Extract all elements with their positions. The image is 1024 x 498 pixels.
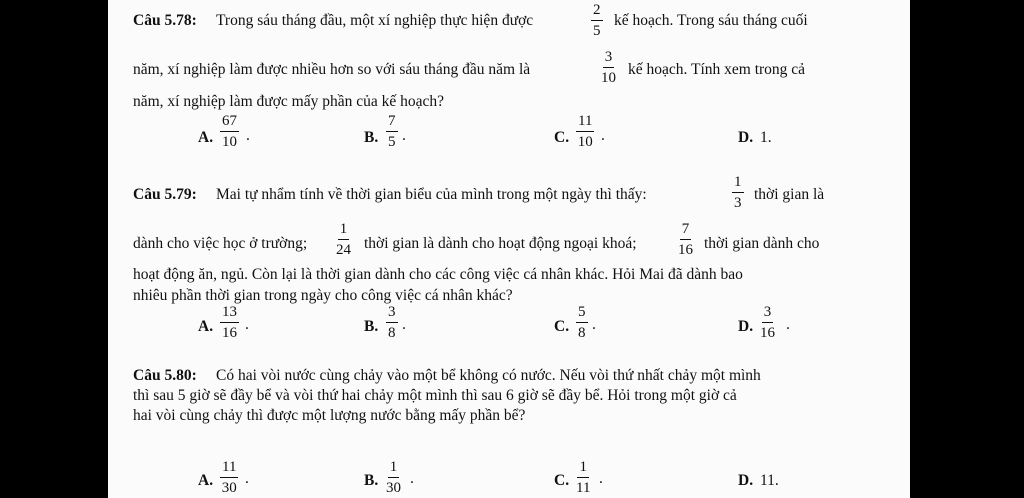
fraction: $\frac{2}{5}$ (593, 2, 601, 39)
option-d-label: D. (738, 472, 754, 489)
fraction: $\frac{1}{24}$ (336, 221, 351, 258)
option-c-fraction: $\frac{5}{8}$ (578, 304, 586, 341)
option-c-fraction: $\frac{11}{10}$ (577, 113, 593, 150)
option-c-fraction: $\frac{1}{11}$ (576, 459, 591, 496)
question-text: năm, xí nghiệp làm được mấy phần của kế hoạch? (133, 93, 444, 110)
question-text: Có hai vòi nước cùng chảy vào một bể không có nước. Nếu vòi thứ nhất chảy một mình (216, 367, 761, 384)
option-b-label: B. (364, 472, 379, 489)
question-text: năm, xí nghiệp làm được nhiều hơn so với sáu tháng đầu năm là (133, 61, 531, 78)
question-text: thì sau 5 giờ sẽ đầy bể và vòi thứ hai chảy một mình thì sau 6 giờ sẽ đầy bể. Hỏi trong một giờ cả (133, 387, 737, 404)
option-d-fraction: $\frac{3}{16}$ (760, 304, 775, 341)
option-a-label: A. (198, 129, 214, 146)
option-b-fraction: $\frac{3}{8}$ (388, 304, 396, 341)
option-a-label: A. (198, 318, 214, 335)
question-label: Câu 5.80: (133, 367, 197, 384)
question-text: kế hoạch. Trong sáu tháng cuối (614, 12, 808, 29)
question-text: Mai tự nhẩm tính về thời gian biểu của mình trong một ngày thì thấy: (216, 186, 647, 203)
fraction: $\frac{3}{10}$ (601, 49, 616, 86)
question-text: Trong sáu tháng đầu, một xí nghiệp thực hiện được (216, 12, 534, 29)
option-a-label: A. (198, 472, 214, 489)
option-a-fraction: $\frac{67}{10}$ (222, 113, 237, 150)
option-b-label: B. (364, 318, 379, 335)
option-b-fraction: $\frac{7}{5}$ (388, 113, 396, 150)
question-text: hoạt động ăn, ngủ. Còn lại là thời gian dành cho các công việc cá nhân khác. Hỏi Mai đã dành bao (133, 266, 743, 283)
question-text: nhiêu phần thời gian trong ngày cho công việc cá nhân khác? (133, 287, 513, 304)
option-d-label: D. (738, 318, 754, 335)
question-text: kế hoạch. Tính xem trong cả (628, 61, 806, 78)
option-c-label: C. (554, 129, 570, 146)
question-label: Câu 5.78: (133, 12, 197, 29)
document-page: Câu 5.78: Trong sáu tháng đầu, một xí nghiệp thực hiện được $\frac{2}{5}$ kế hoạch. Trong sáu tháng cuối năm, xí nghiệp làm được nhiều hơn so với sáu tháng đầu năm là $\frac{3}{10}$ kế hoạch. Tính xem trong cả năm, xí nghiệp làm được mấy phần của kế hoạch? A. $\frac{67}{10}$ . B. $\frac{7}{5}$ . C. $\frac{11}{10}$ . D. 1. Câu 5.79: Mai tự nhẩm tính về thời gian biểu của mình trong một ngày thì thấy: $\frac{1}{3}$ thời gian là dành cho việc học ở trường; $\frac{1}{24}$ thời gian là dành cho hoạt động ngoại khoá; $\frac{7}{16}$ thời gian dành cho hoạt động ăn, ngủ. Còn lại là thời gian dành cho các công việc cá nhân khác. Hỏi Mai đã dành bao nhiêu phần thời gian trong ngày cho công việc cá nhân khác? A. $\frac{13}{16}$ . B. $\frac{3}{8}$ . C. $\frac{5}{8}$ . D. $\frac{3}{16}$ . Câu 5.80: Có hai vòi nước cùng chảy vào một bể không có nước. Nếu vòi thứ nhất chảy một mình thì sau 5 giờ sẽ đầy bể và vòi thứ hai chảy một mình thì sau 6 giờ sẽ đầy bể. Hỏi trong một giờ cả hai vòi cùng chảy thì được một lượng nước bằng mấy phần bể? A. $\frac{11}{30}$ . B. $\frac{1}{30}$ . C. $\frac{1}{11}$ . D. 11. (108, 0, 910, 498)
fraction: $\frac{1}{3}$ (734, 174, 742, 211)
option-a-fraction: $\frac{11}{30}$ (221, 459, 237, 496)
option-d-value: 11. (760, 472, 779, 489)
fraction: $\frac{7}{16}$ (678, 221, 693, 258)
option-c-label: C. (554, 318, 570, 335)
question-text: thời gian dành cho (704, 235, 820, 252)
option-a-fraction: $\frac{13}{16}$ (222, 304, 237, 341)
option-d-value: 1. (760, 129, 772, 146)
question-text: thời gian là (754, 186, 825, 203)
question-text: hai vòi cùng chảy thì được một lượng nước bằng mấy phần bể? (133, 407, 526, 424)
option-b-fraction: $\frac{1}{30}$ (386, 459, 401, 496)
option-d-label: D. (738, 129, 754, 146)
question-text: thời gian là dành cho hoạt động ngoại khoá; (364, 235, 637, 252)
option-b-label: B. (364, 129, 379, 146)
question-text: dành cho việc học ở trường; (133, 235, 308, 252)
option-c-label: C. (554, 472, 570, 489)
question-label: Câu 5.79: (133, 186, 197, 203)
